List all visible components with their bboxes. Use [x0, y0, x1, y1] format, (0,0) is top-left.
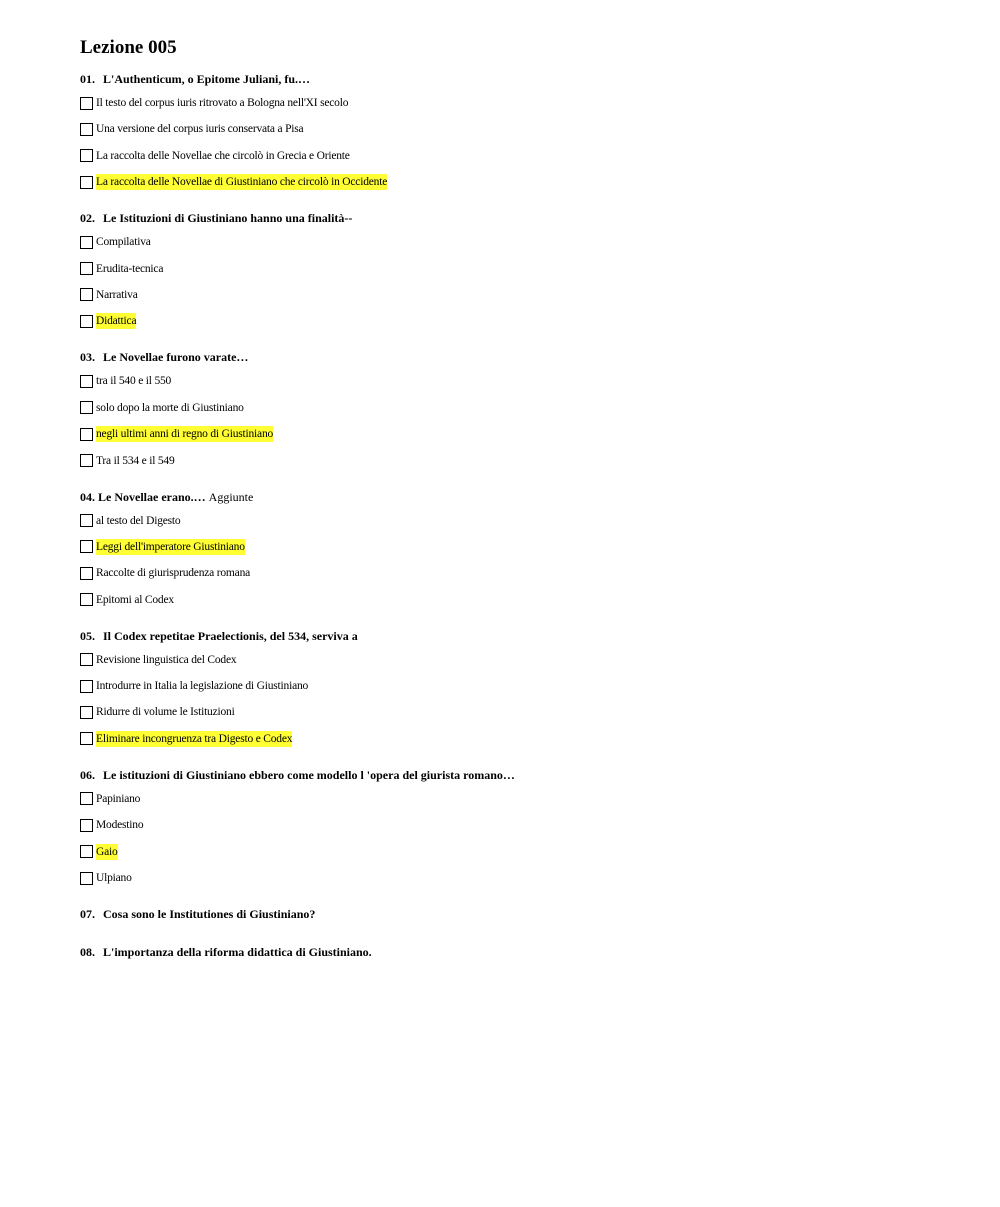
question-heading [80, 489, 1000, 505]
checkbox[interactable] [80, 680, 93, 693]
checkbox[interactable] [80, 454, 93, 467]
answer-option-correct[interactable] [80, 313, 1000, 329]
question-heading [80, 944, 1000, 960]
answer-text: Una versione del corpus iuris conservata a Pisa [96, 123, 304, 136]
question-heading [80, 628, 1000, 644]
answer-options [80, 513, 1000, 608]
checkbox[interactable] [80, 819, 93, 832]
checkbox[interactable] [80, 872, 93, 885]
answer-text-highlighted: negli ultimi anni di regno di Giustiniano [96, 428, 274, 441]
question-number: 08. [80, 945, 95, 960]
answer-text: al testo del Digesto [96, 514, 181, 527]
answer-text-highlighted: Gaio [96, 845, 118, 858]
question-number: 01. [80, 72, 95, 86]
answer-option[interactable] [80, 234, 1000, 250]
answer-text: Modestino [96, 819, 144, 832]
answer-option[interactable] [80, 95, 1000, 111]
answer-text: Raccolte di giurisprudenza romana [96, 567, 251, 580]
checkbox[interactable] [80, 593, 93, 606]
checkbox[interactable] [80, 97, 93, 110]
answer-text: Introdurre in Italia la legislazione di Giustiniano [96, 680, 309, 693]
answer-option[interactable] [80, 565, 1000, 581]
checkbox[interactable] [80, 540, 93, 553]
answer-text: Papiniano [96, 792, 141, 805]
checkbox[interactable] [80, 732, 93, 745]
question-03 [80, 349, 1000, 468]
question-01 [80, 71, 1000, 190]
answer-text: Epitomi al Codex [96, 593, 174, 606]
answer-option[interactable] [80, 287, 1000, 303]
answer-option-correct[interactable] [80, 426, 1000, 442]
checkbox[interactable] [80, 236, 93, 249]
checkbox[interactable] [80, 262, 93, 275]
answer-option[interactable] [80, 400, 1000, 416]
question-heading [80, 210, 1000, 226]
checkbox[interactable] [80, 401, 93, 414]
question-04 [80, 489, 1000, 608]
question-text: Le Istituzioni di Giustiniano hanno una finalità-- [103, 211, 353, 226]
answer-option[interactable] [80, 373, 1000, 389]
question-number: 04. [80, 489, 95, 504]
answer-text: Narrativa [96, 288, 138, 301]
question-text: Le Novellae erano.… [98, 489, 206, 504]
answer-text: Revisione linguistica del Codex [96, 653, 237, 666]
answer-option-correct[interactable] [80, 539, 1000, 555]
answer-option-correct[interactable] [80, 731, 1000, 747]
checkbox[interactable] [80, 149, 93, 162]
checkbox[interactable] [80, 123, 93, 136]
question-heading [80, 767, 1000, 783]
answer-option[interactable] [80, 121, 1000, 137]
question-text: Le istituzioni di Giustiniano ebbero come modello l 'opera del giurista romano… [103, 767, 515, 782]
answer-options [80, 373, 1000, 468]
answer-text: Ridurre di volume le Istituzioni [96, 706, 235, 719]
answer-option[interactable] [80, 261, 1000, 277]
answer-text: La raccolta delle Novellae che circolò in Grecia e Oriente [96, 149, 350, 162]
answer-option[interactable] [80, 592, 1000, 608]
answer-option[interactable] [80, 652, 1000, 668]
answer-options [80, 234, 1000, 329]
question-number: 05. [80, 628, 95, 643]
checkbox[interactable] [80, 845, 93, 858]
checkbox[interactable] [80, 428, 93, 441]
answer-text: Ulpiano [96, 872, 132, 885]
answer-option[interactable] [80, 870, 1000, 886]
question-number: 06. [80, 767, 95, 782]
answer-text-highlighted: Eliminare incongruenza tra Digesto e Codex [96, 732, 293, 745]
question-heading [80, 906, 1000, 922]
checkbox[interactable] [80, 288, 93, 301]
checkbox[interactable] [80, 792, 93, 805]
question-heading [80, 71, 1000, 87]
checkbox[interactable] [80, 567, 93, 580]
answer-option[interactable] [80, 513, 1000, 529]
checkbox[interactable] [80, 514, 93, 527]
checkbox[interactable] [80, 375, 93, 388]
answer-text-highlighted: La raccolta delle Novellae di Giustiniano che circolò in Occidente [96, 176, 388, 189]
answer-text: solo dopo la morte di Giustiniano [96, 401, 244, 414]
answer-text-highlighted: Didattica [96, 315, 137, 328]
answer-options [80, 791, 1000, 886]
answer-text: Erudita-tecnica [96, 262, 164, 275]
answer-options [80, 652, 1000, 747]
question-07 [80, 906, 1000, 922]
answer-text: Il testo del corpus iuris ritrovato a Bologna nell'XI secolo [96, 97, 349, 109]
question-text-tail: Aggiunte [208, 489, 254, 504]
answer-text: Tra il 534 e il 549 [96, 454, 175, 467]
answer-text: tra il 540 e il 550 [96, 375, 172, 388]
answer-option-correct[interactable] [80, 174, 1000, 190]
question-number: 02. [80, 211, 95, 226]
page-title: Lezione 005 [80, 37, 177, 58]
question-08 [80, 944, 1000, 960]
answer-text-highlighted: Leggi dell'imperatore Giustiniano [96, 540, 245, 553]
answer-options [80, 95, 1000, 190]
checkbox[interactable] [80, 653, 93, 666]
question-02 [80, 210, 1000, 329]
question-heading [80, 349, 1000, 365]
question-number: 07. [80, 907, 95, 922]
answer-option[interactable] [80, 704, 1000, 720]
question-number: 03. [80, 350, 95, 365]
checkbox[interactable] [80, 315, 93, 328]
question-05 [80, 628, 1000, 747]
question-text: Il Codex repetitae Praelectionis, del 534, serviva a [103, 628, 358, 643]
answer-option[interactable] [80, 678, 1000, 694]
checkbox[interactable] [80, 176, 93, 189]
answer-text: Compilativa [96, 236, 151, 249]
answer-option-correct[interactable] [80, 844, 1000, 860]
question-text: Le Novellae furono varate… [103, 350, 249, 365]
checkbox[interactable] [80, 706, 93, 719]
answer-option[interactable] [80, 791, 1000, 807]
answer-option[interactable] [80, 817, 1000, 833]
question-text: L'importanza della riforma didattica di Giustiniano. [103, 945, 372, 960]
question-text: L'Authenticum, o Epitome Juliani, fu.… [103, 72, 311, 86]
question-text: Cosa sono le Institutiones di Giustiniano? [103, 907, 316, 922]
question-06 [80, 767, 1000, 886]
answer-option[interactable] [80, 148, 1000, 164]
answer-option[interactable] [80, 453, 1000, 469]
